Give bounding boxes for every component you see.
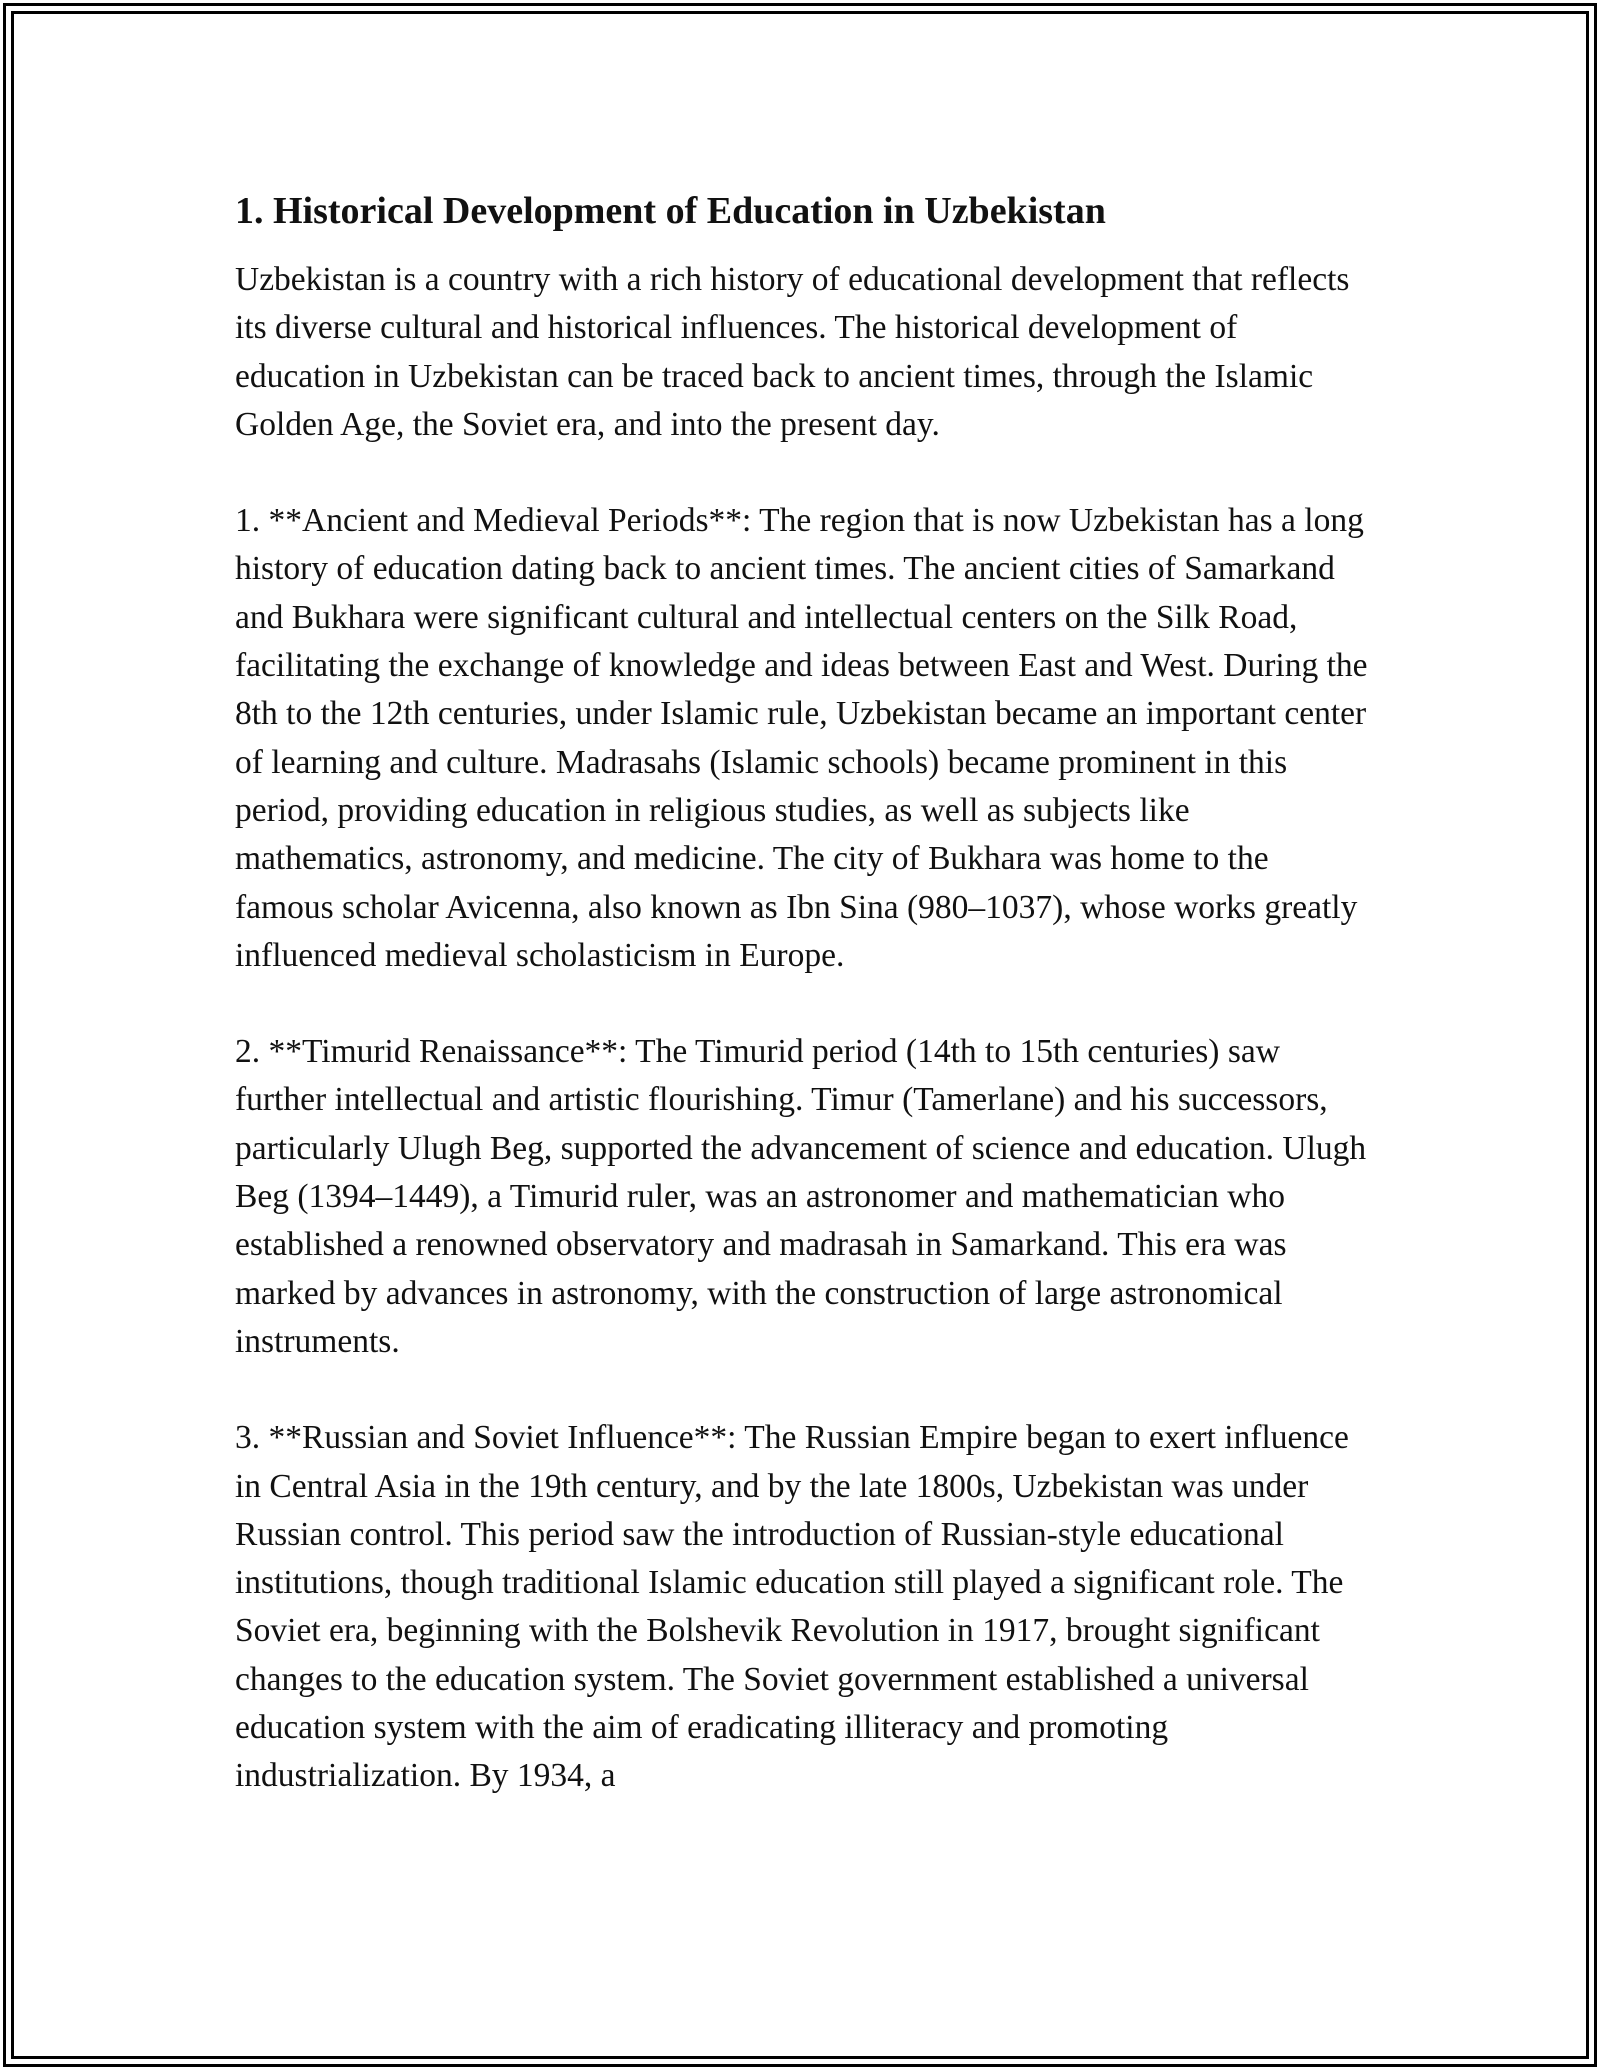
section-heading: 1. Historical Development of Education in Uzbekistan — [235, 190, 1106, 232]
paragraph-russian-soviet: 3. **Russian and Soviet Influence**: The Russian Empire began to exert influence in Central Asia in the 19th century, and by the late 1800s, Uzbekistan was under Russian control. This period saw the introduction of Russian-style educational institutions, though traditional Islamic education still played a significant role. The Soviet era, beginning with the Bolshevik Revolution in 1917, brought significant changes to the education system. The Soviet government established a universal education system with the aim of eradicating illiteracy and promoting industrialization. By 1934, a — [235, 1419, 1349, 1795]
document-body — [235, 186, 1370, 1801]
paragraph-timurid-renaissance: 2. **Timurid Renaissance**: The Timurid period (14th to 15th centuries) saw further intellectual and artistic flourishing. Timur (Tamerlane) and his successors, particularly Ulugh Beg, supported the advancement of science and education. Ulugh Beg (1394–1449), a Timurid ruler, was an astronomer and mathematician who established a renowned observatory and madrasah in Samarkand. This era was marked by advances in astronomy, with the construction of large astronomical instruments. — [235, 1033, 1367, 1360]
intro-paragraph: Uzbekistan is a country with a rich history of educational development that reflects its diverse cultural and historical influences. The historical development of education in Uzbekistan can be traced back to ancient times, through the Islamic Golden Age, the Soviet era, and into the present day. — [235, 261, 1350, 443]
paragraph-ancient-medieval: 1. **Ancient and Medieval Periods**: The region that is now Uzbekistan has a long history of education dating back to ancient times. The ancient cities of Samarkand and Bukhara were significant cultural and intellectual centers on the Silk Road, facilitating the exchange of knowledge and ideas between East and West. During the 8th to the 12th centuries, under Islamic rule, Uzbekistan became an important center of learning and culture. Madrasahs (Islamic schools) became prominent in this period, providing education in religious studies, as well as subjects like mathematics, astronomy, and medicine. The city of Bukhara was home to the famous scholar Avicenna, also known as Ibn Sina (980–1037), whose works greatly influenced medieval scholasticism in Europe. — [235, 502, 1368, 974]
